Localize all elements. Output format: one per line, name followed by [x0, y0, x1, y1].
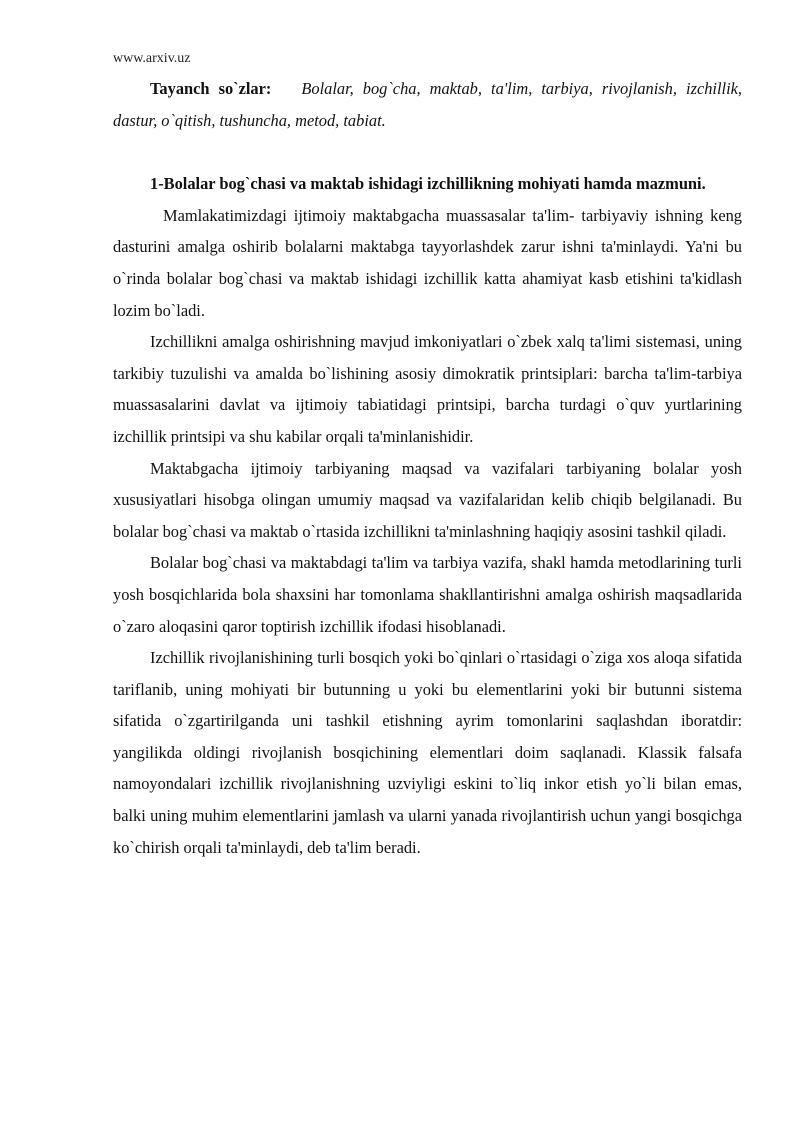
body-paragraph-3: Maktabgacha ijtimoiy tarbiyaning maqsad va vazifalari tarbiyaning bolalar yosh xususiyatlari hisobga olingan umumiy maqsad va vazifalaridan kelib chiqib belgilanadi. Bu bolalar bog`chasi va maktab o`rtasida izchillikni ta'minlashning haqiqiy asosini tashkil qiladi. — [113, 458, 742, 541]
keywords-paragraph — [113, 73, 742, 136]
header-url: www.arxiv.uz — [113, 51, 191, 66]
keywords-list: Bolalar, bog`cha, maktab, ta'lim, tarbiya, rivojlanish, izchillik, dastur, o`qitish, tushuncha, metod, tabiat. — [113, 79, 743, 130]
section-title: 1-Bolalar bog`chasi va maktab ishidagi izchillikning mohiyati hamda mazmuni. — [150, 174, 706, 194]
body-paragraph-4: Bolalar bog`chasi va maktabdagi ta'lim va tarbiya vazifa, shakl hamda metodlarining turli yosh bosqichlarida bola shaxsini har tomonlama shakllantirishni amalga oshirish maqsadlarida o`zaro aloqasini qaror toptirish izchillik ifodasi hisoblanadi. — [113, 553, 742, 636]
document-body — [113, 73, 742, 863]
body-paragraph-5: Izchillik rivojlanishining turli bosqich yoki bo`qinlari o`rtasidagi o`ziga xos aloqa sifatida tariflanib, uning mohiyati bir butunning u yoki bu elementlarini yoki bir butunni sistema sifatida o`zgartirilganda uni tashkil etishning ayrim tomonlarini saqlashdan iboratdir: yangilikda oldingi rivojlanish bosqichining elementlari doim saqlanadi. Klassik falsafa namoyondalari izchillik rivojlanishning uzviyligi eskini to`liq inkor etish yo`li bilan emas, balki uning muhim elementlarini jamlash va ularni yanada rivojlantirish uchun yangi bosqichga ko`chirish orqali ta'minlaydi, deb ta'lim beradi. — [113, 648, 742, 857]
body-paragraph-2: Izchillikni amalga oshirishning mavjud imkoniyatlari o`zbek xalq ta'limi sistemasi, uning tarkibiy tuzulishi va amalda bo`lishining asosiy dimokratik printsiplari: barcha ta'lim-tarbiya muassasalarini davlat va ijtimoiy tabiatidagi printsipi, barcha turdagi o`quv yurtlarining izchillik printsipi va shu kabilar orqali ta'minlanishidir. — [113, 332, 742, 446]
keywords-label: Tayanch so`zlar: — [150, 79, 272, 98]
body-paragraph-1: Mamlakatimizdagi ijtimoiy maktabgacha muassasalar ta'lim- tarbiyaviy ishning keng dasturini amalga oshirib bolalarni maktabga tayyorlashdek zarur ishni ta'minlaydi. Ya'ni bu o`rinda bolalar bog`chasi va maktab ishidagi izchillik katta ahamiyat kasb etishini ta'kidlash lozim bo`ladi. — [113, 205, 742, 320]
